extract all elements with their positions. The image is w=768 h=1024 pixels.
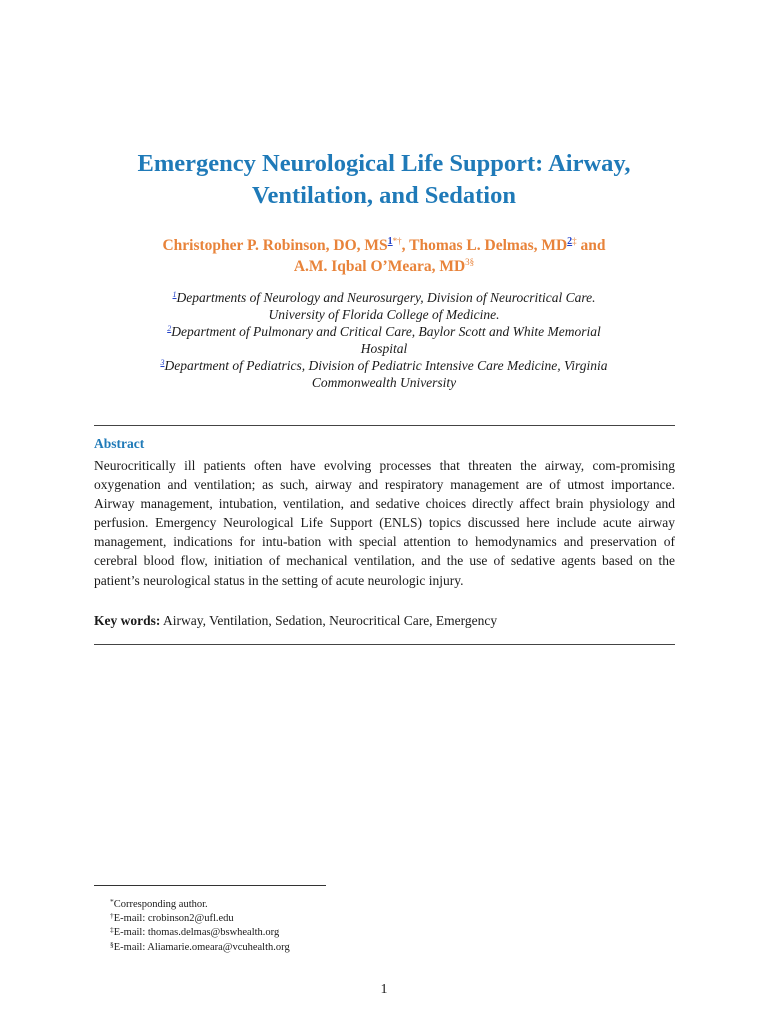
author-separator: , (401, 237, 410, 254)
footnote-email-3 (110, 941, 610, 955)
affiliation-2-cont: Hospital (360, 341, 408, 356)
author-list (60, 235, 708, 277)
affiliation-link[interactable]: 2 (567, 236, 573, 247)
affiliation-text: Department of Pediatrics, Division of Pediatric Intensive Care Medicine, Virginia (164, 358, 608, 373)
footnote-email-2 (110, 926, 610, 940)
author-footnote-mark: *† (392, 236, 402, 246)
author-conjunction: and (576, 237, 606, 254)
page-number: 1 (380, 982, 388, 997)
footnote-mark: § (110, 939, 114, 949)
footnote-mark: ‡ (110, 925, 114, 935)
footnote-text: E-mail: Aliamarie.omeara@vcuhealth.org (113, 941, 290, 953)
affiliation-3-cont: Commonwealth University (311, 375, 457, 390)
author-line-2 (60, 256, 708, 277)
footnote-text: E-mail: crobinson2@ufl.edu (113, 913, 234, 925)
author-name: Christopher P. Robinson, DO, MS (162, 237, 388, 254)
affiliation-1-cont: University of Florida College of Medicine. (268, 307, 500, 322)
footnote-rule (94, 885, 326, 886)
affiliation-text: Departments of Neurology and Neurosurgery, Division of Neurocritical Care. (176, 290, 596, 305)
author-footnote-mark: § (469, 257, 475, 267)
footnote-mark: * (110, 897, 114, 906)
affiliation-number[interactable]: 3 (160, 358, 165, 367)
footnote-text: Corresponding author. (113, 899, 208, 910)
keywords-label: Key words: (94, 613, 161, 628)
affiliation-3 (90, 357, 678, 374)
affiliation-text: Department of Pulmonary and Critical Care, Baylor Scott and White Memorial (171, 324, 601, 339)
abstract-heading: Abstract (94, 436, 145, 451)
author-line-1 (60, 235, 708, 256)
abstract-top-rule (94, 425, 675, 426)
affiliations (90, 289, 678, 391)
keywords-value: Airway, Ventilation, Sedation, Neurocritical Care, Emergency (163, 613, 498, 628)
paper-title-line-1: Emergency Neurological Life Support: Airway, (137, 150, 631, 177)
footnote-email-1 (110, 912, 610, 926)
affiliation-1 (90, 289, 678, 306)
keywords (94, 612, 675, 629)
paper-title (60, 148, 708, 212)
abstract-bottom-rule (94, 644, 675, 645)
abstract-body: Neurocritically ill patients often have evolving processes that threaten the airway, com-promising oxygenation and ventilation; as such, airway and respiratory management are of utmost importance. Airway management, intubation, ventilation, and sedative choices directly affect brain physiology and perfusion. Emergency Neurological Life Support (ENLS) topics discussed here include acute airway management, indications for intu-bation with special attention to hemodynamics and preservation of cerebral blood flow, initiation of mechanical ventilation, and the use of sedative agents based on the patient’s neurological status in the setting of acute neurologic injury. (94, 458, 675, 588)
affiliation-number[interactable]: 2 (167, 324, 172, 333)
affiliation-number[interactable]: 1 (172, 290, 177, 299)
footnote-text: E-mail: thomas.delmas@bswhealth.org (113, 927, 280, 939)
author-name: A.M. Iqbal O’Meara, MD (293, 258, 466, 275)
footnote-corresponding (110, 898, 610, 912)
footnotes (110, 898, 610, 955)
author-affiliation-ref: 3 (465, 257, 470, 267)
affiliation-2 (90, 323, 678, 340)
affiliation-link[interactable]: 1 (387, 236, 393, 247)
paper-title-line-2: Ventilation, and Sedation (252, 182, 516, 209)
author-footnote-mark: ‡ (572, 236, 577, 246)
footnote-mark: † (110, 911, 114, 921)
author-name: Thomas L. Delmas, MD (409, 237, 568, 254)
